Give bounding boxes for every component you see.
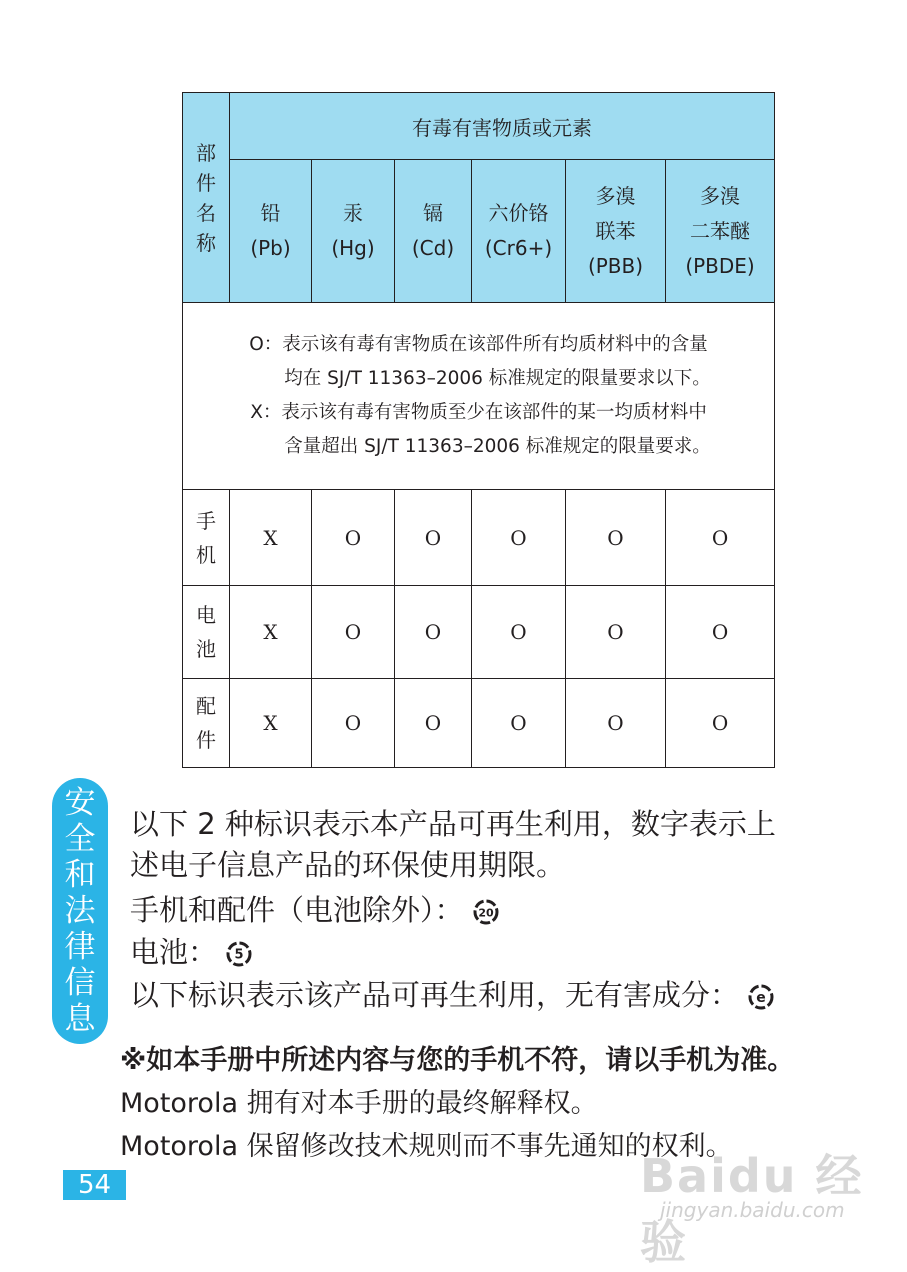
table-cell: O (395, 679, 472, 768)
table-cell: O (395, 490, 472, 586)
body-text-line: 以下 2 种标识表示本产品可再生利用，数字表示上 (130, 807, 776, 841)
part-name: 手 机 (183, 490, 230, 586)
table-cell: O (395, 586, 472, 679)
substances-title: 有毒有害物质或元素 (230, 93, 775, 160)
table-notes (183, 303, 775, 490)
element-pbb: 多溴 联苯 (PBB) (566, 160, 666, 303)
note-x-cont: 含量超出 SJ/T 11363–2006 标准规定的限量要求。 (284, 436, 711, 457)
element-pbde: 多溴 二苯醚 (PBDE) (666, 160, 775, 303)
table-cell: O (312, 586, 395, 679)
watermark-logo: Baidu 经验 (640, 1149, 864, 1269)
table-cell: O (312, 490, 395, 586)
body-text-line: 电池： 5 (130, 930, 252, 971)
table-row (183, 490, 775, 586)
page-number: 54 (63, 1170, 126, 1200)
table-cell: O (666, 490, 775, 586)
body-text-line: 以下标识表示该产品可再生利用，无有害成分： e (130, 973, 774, 1014)
body-text-line: 述电子信息产品的环保使用期限。 (130, 848, 566, 882)
footer-note: Motorola 拥有对本手册的最终解释权。 (120, 1088, 598, 1119)
body-text-line: 手机和配件（电池除外）： 20 (130, 888, 499, 929)
table-cell: O (472, 586, 566, 679)
table-cell: O (666, 679, 775, 768)
note-o-cont: 均在 SJ/T 11363–2006 标准规定的限量要求以下。 (284, 368, 711, 389)
table-cell: X (230, 679, 312, 768)
note-o: O：表示该有毒有害物质在该部件所有均质材料中的含量 (249, 334, 708, 355)
table-row (183, 586, 775, 679)
recycle-e-icon (748, 984, 774, 1010)
table-cell: O (312, 679, 395, 768)
part-name-header: 部 件 名 称 (183, 93, 230, 303)
table-cell: O (666, 586, 775, 679)
recycle-5-icon (226, 941, 252, 967)
footer-note: Motorola 保留修改技术规则而不事先通知的权利。 (120, 1131, 733, 1162)
part-name: 电 池 (183, 586, 230, 679)
element-chromium: 六价铬 (Cr6+) (472, 160, 566, 303)
svg-text:e: e (756, 990, 766, 1006)
table-cell: O (566, 679, 666, 768)
svg-text:20: 20 (478, 906, 494, 920)
note-x: X：表示该有毒有害物质至少在该部件的某一均质材料中 (250, 402, 707, 423)
watermark-url: jingyan.baidu.com (660, 1198, 845, 1222)
part-name: 配 件 (183, 679, 230, 768)
element-cadmium: 镉 (Cd) (395, 160, 472, 303)
element-mercury: 汞 (Hg) (312, 160, 395, 303)
table-row (183, 679, 775, 768)
table-cell: X (230, 586, 312, 679)
table-cell: O (566, 586, 666, 679)
hazardous-substances-table (182, 92, 775, 768)
section-tab: 安 全 和 法 律 信 息 (52, 778, 108, 1044)
table-cell: O (566, 490, 666, 586)
table-cell: O (472, 490, 566, 586)
footer-note: ※如本手册中所述内容与您的手机不符，请以手机为准。 (120, 1045, 795, 1076)
element-lead: 铅 (Pb) (230, 160, 312, 303)
table-cell: O (472, 679, 566, 768)
recycle-20-icon (473, 899, 499, 925)
table-cell: X (230, 490, 312, 586)
svg-text:5: 5 (234, 947, 244, 963)
